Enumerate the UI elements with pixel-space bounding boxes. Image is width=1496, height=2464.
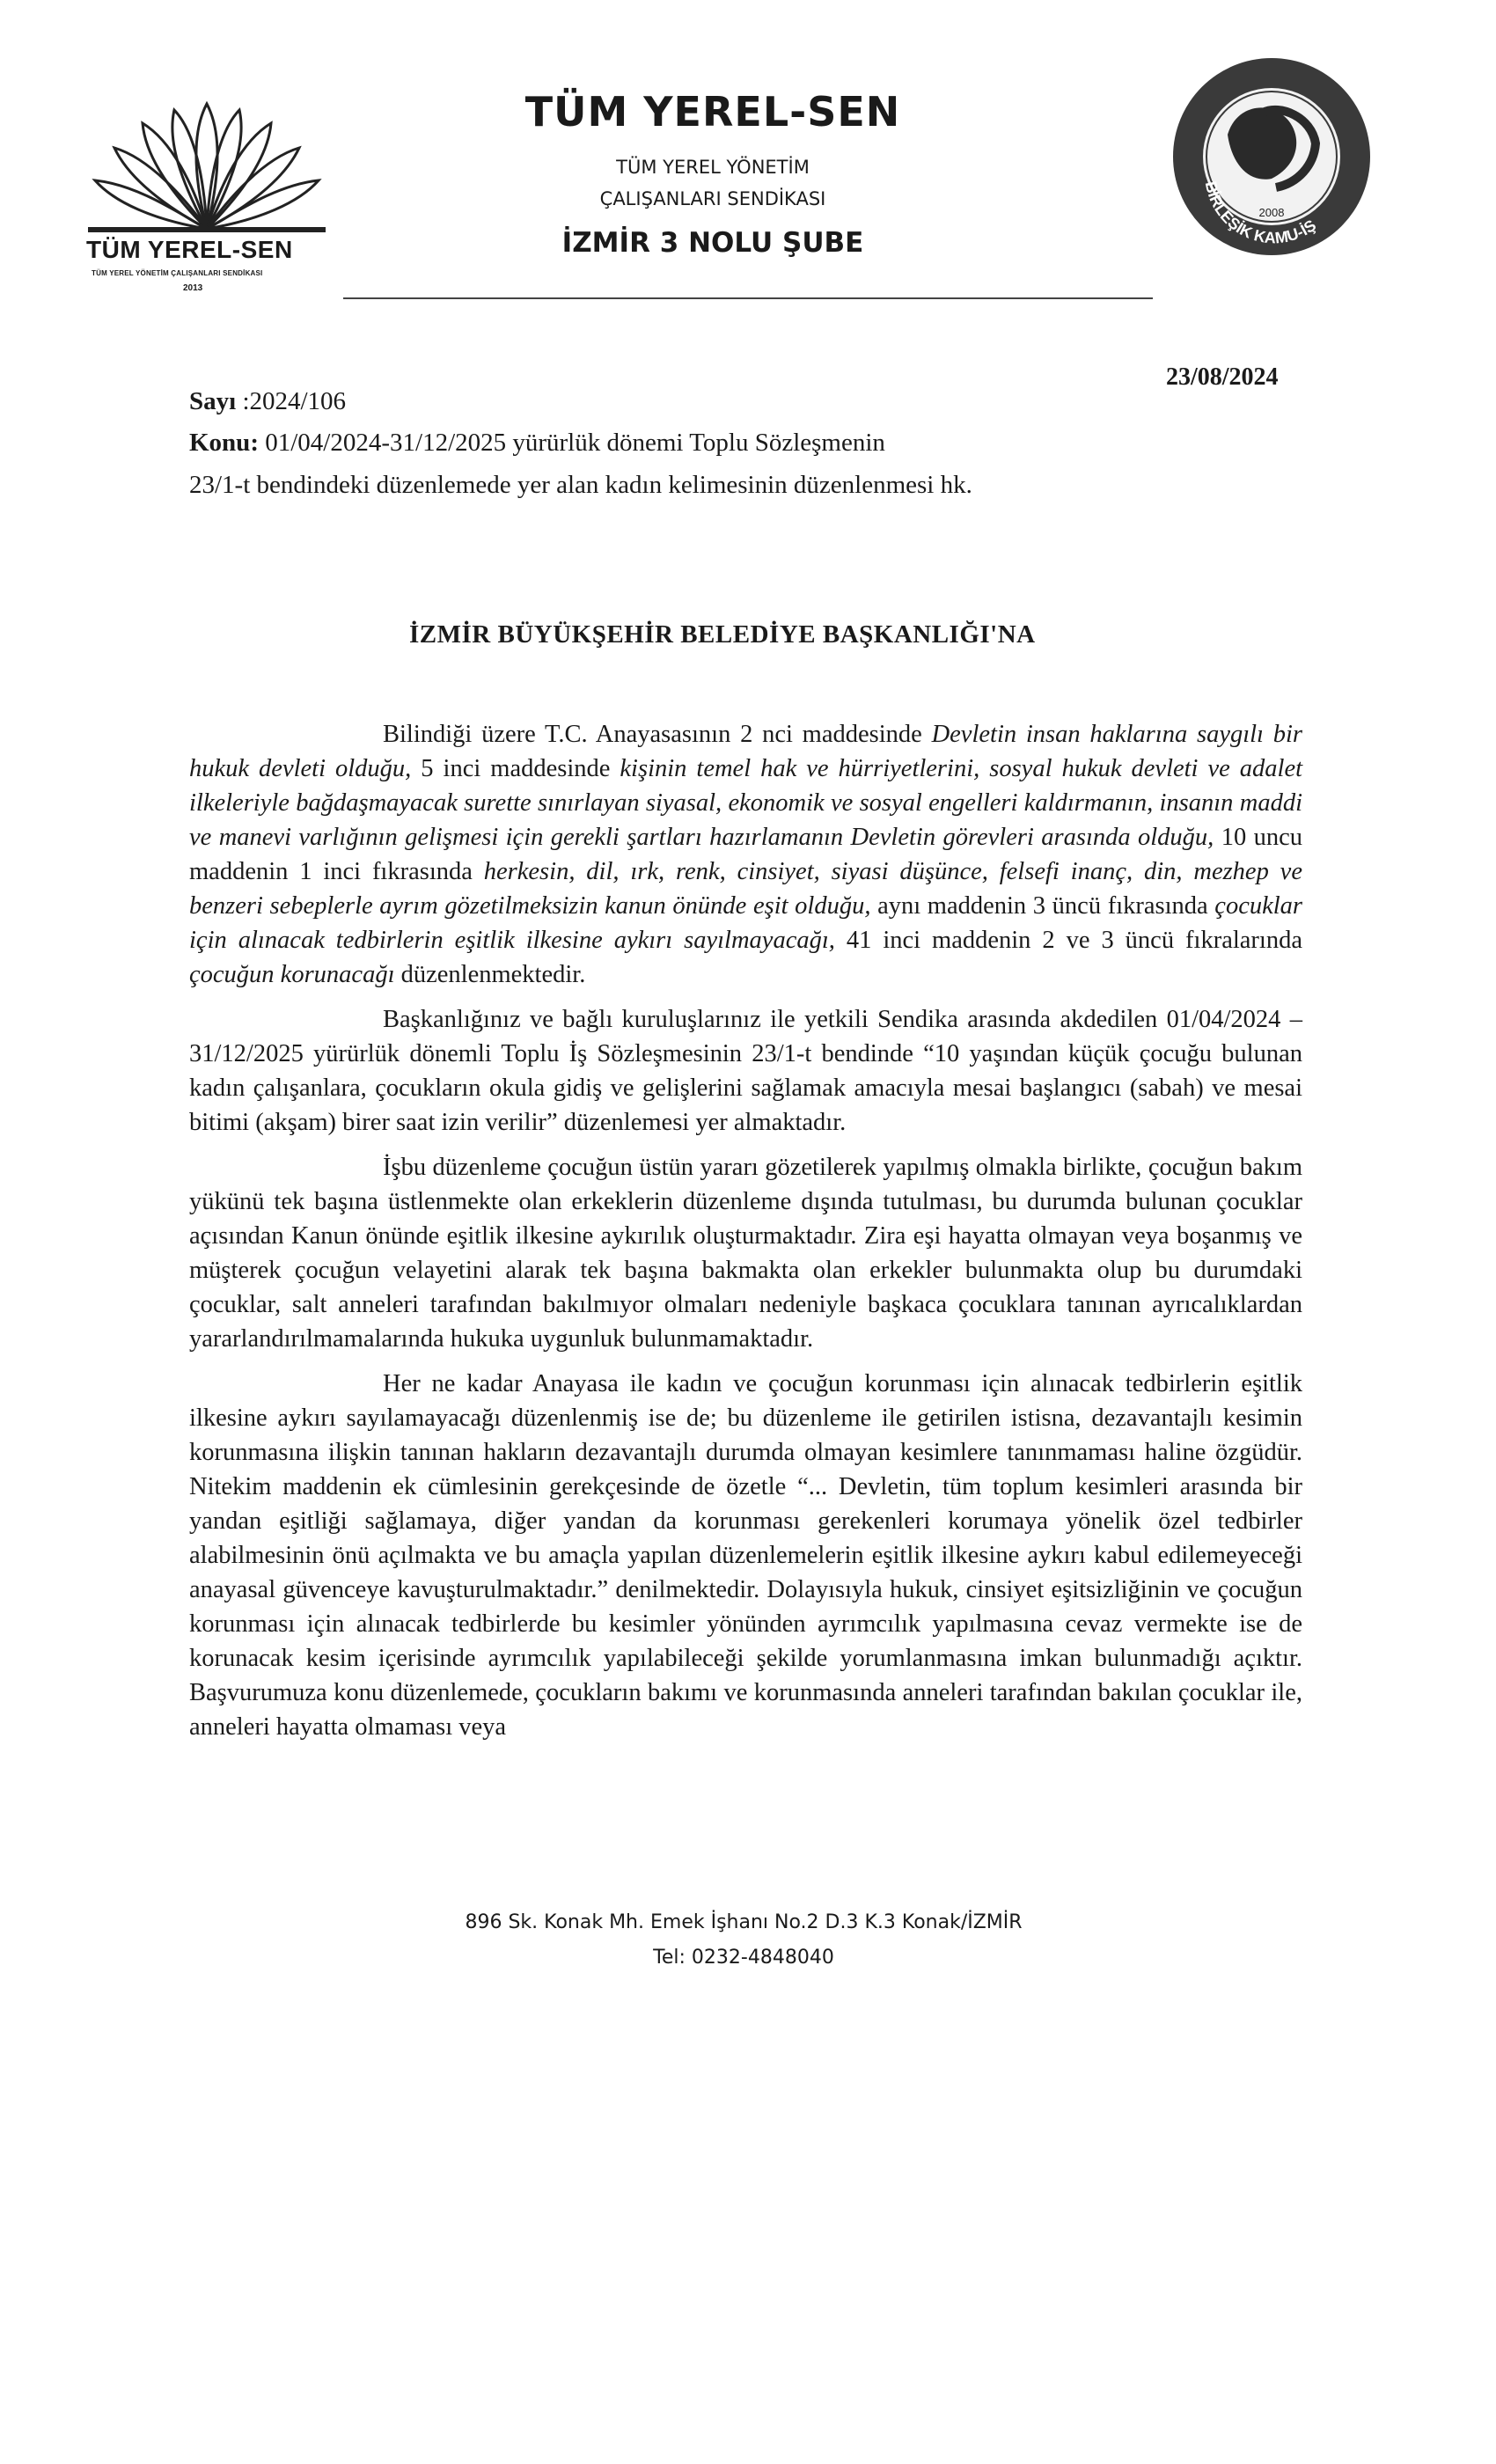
union-subtitle-line1: TÜM YEREL YÖNETİM [616,157,810,178]
paragraph-4: Her ne kadar Anayasa ile kadın ve çocuğun korunması için alınacak tedbirlerin eşitlik ilkesine aykırı sayılamayacağı düzenlenmiş ise de; bu düzenleme ile getirilen istisna, dezavantajlı kesimin korunmasına ilişkin tanınan hakların dezavantajlı durumda olmayan kesimlere tanınmaması haline özgüdür. Nitekim maddenin ek cümlesinin gerekçesinde de özetle “... Devletin, tüm toplum kesimleri arasında bir yandan eşitliği sağlamaya, diğer yandan da korunması gerekenleri korumaya yönelik özel tedbirler alabilmesinin önü açılmakta ve bu amaçla yapılan düzenlemelerin eşitlik ilkesine aykırı kabul edilemeyeceği anayasal güvenceye kavuşturulmaktadır.” denilmektedir. Dolayısıyla hukuk, cinsiyet eşitsizliğinin ve çocuğun korunması için alınacak tedbirlerde bu kesimler yönünden ayrımcılık yapılmasına cevaz vermekte ise de korunacak kesim içerisinde ayrımcılık yapılabileceği şekilde yorumlanmasına imkan bulunmadığı açıktır. Başvurumuza konu düzenlemede, çocukların bakımı ve korunmasında anneleri tarafından bakılan çocuklar ile, anneleri hayatta olmaması veya [189,1370,1302,1741]
p1-italic-h: çocuklar için alınacak tedbirlerin eşitlik ilkesine aykırı sayılmayacağı, [189,892,1303,954]
branch-name: İZMİR 3 NOLU ŞUBE [561,227,864,259]
p1-text-g: aynı maddenin 3 üncü fıkrasında [870,892,1215,920]
union-logo-left [79,97,334,299]
letter-body [189,717,1302,1755]
p1-italic-b: Devletin insan haklarına saygılı bir hukuk devleti olduğu, [189,721,1302,782]
p1-italic-d: kişinin temel hak ve hürriyetlerini, sosyal hukuk devleti ve adalet ilkeleriyle bağdaşmayacak surette sınırlayan siyasal, ekonomik ve sosyal engelleri kaldırmanın, insanın maddi ve manevi varlığının gelişmesi için gerekli şartları hazırlamanın Devletin görevleri arasında olduğu, [189,755,1303,851]
logo-left-brand: TÜM YEREL-SEN [86,236,293,263]
seal-year: 2008 [1258,206,1285,219]
p1-italic-j: çocuğun korunacağı [189,961,395,988]
footer-phone: Tel: 0232-4848040 [653,1947,834,1969]
union-title: TÜM YEREL-SEN [524,88,901,136]
reference-number [189,387,346,416]
sayi-label: Sayı [189,387,237,415]
paragraph-2: Başkanlığınız ve bağlı kuruluşlarınız ile yetkili Sendika arasında akdedilen 01/04/2024 – 31/12/2025 yürürlük dönemli Toplu İş Sözleşmesinin 23/1-t bendinde “10 yaşından küçük çocuğu bulunan kadın çalışanlara, çocukların okula gidiş ve gelişlerini sağlamak amacıyla mesai başlangıcı (sabah) ve mesai bitimi (akşam) birer saat izin verilir” düzenlemesi yer almaktadır. [189,1006,1302,1136]
sayi-value: :2024/106 [242,387,347,415]
recipient: İZMİR BÜYÜKŞEHİR BELEDİYE BAŞKANLIĞI'NA [409,620,1036,649]
letterhead [440,88,986,259]
p1-text-i: 41 inci maddenin 2 ve 3 üncü fıkralarında [834,927,1302,954]
seal-text: BİRLEŞİK KAMU-İŞ [1201,180,1320,247]
p1-text-e: 10 uncu maddenin 1 inci fıkrasında [189,824,1302,885]
logo-left-year: 2013 [183,283,203,293]
konu-text-line1: 01/04/2024-31/12/2025 yürürlük dönemi Toplu Sözleşmenin [265,429,885,457]
confederation-logo-right [1166,51,1377,262]
p1-text-a: Bilindiği üzere T.C. Anayasasının 2 nci maddesinde [383,721,932,748]
p1-text-k: düzenlenmektedir. [394,961,586,988]
subject-line1 [189,429,885,458]
logo-left-subtitle: TÜM YEREL YÖNETİM ÇALIŞANLARI SENDİKASI [92,269,263,277]
paragraph-1 [189,717,1302,992]
p1-text-c: 5 inci maddesinde [411,755,620,782]
paragraph-3: İşbu düzenleme çocuğun üstün yararı gözetilerek yapılmış olmakla birlikte, çocuğun bakım yükünü tek başına üstlenmekte olan erkeklerin düzenleme dışında tutulması, bu durumda bulunan çocuklar açısından Kanun önünde eşitlik ilkesine aykırılık oluşturmaktadır. Zira eşi hayatta olmayan veya boşanmış ve müşterek çocuğun velayetini alarak tek başına bakmakta olan erkekler bulunmakta olup bu durumdaki çocuklar, salt anneleri tarafından bakılmıyor olmaları nedeniyle başkaca çocuklara tanınan ayrıcalıklardan yararlandırılmamalarında hukuka uygunluk bulunmamaktadır. [189,1154,1302,1353]
konu-text-line2: 23/1-t bendindeki düzenlemede yer alan kadın kelimesinin düzenlenmesi hk. [189,471,972,499]
footer [422,1905,1065,1976]
flower-logo-icon [88,97,326,238]
union-subtitle-line2: ÇALIŞANLARI SENDİKASI [599,188,826,209]
footer-address: 896 Sk. Konak Mh. Emek İşhanı No.2 D.3 K.3 Konak/İZMİR [465,1911,1023,1933]
header-divider [343,297,1153,299]
confederation-seal-icon [1166,51,1377,262]
konu-label: Konu: [189,429,259,457]
p1-italic-f: herkesin, dil, ırk, renk, cinsiyet, siyasi düşünce, felsefi inanç, din, mezhep ve benzeri sebeplerle ayrım gözetilmeksizin kanun önünde eşit olduğu, [189,858,1302,920]
letter-date: 23/08/2024 [1166,363,1279,391]
